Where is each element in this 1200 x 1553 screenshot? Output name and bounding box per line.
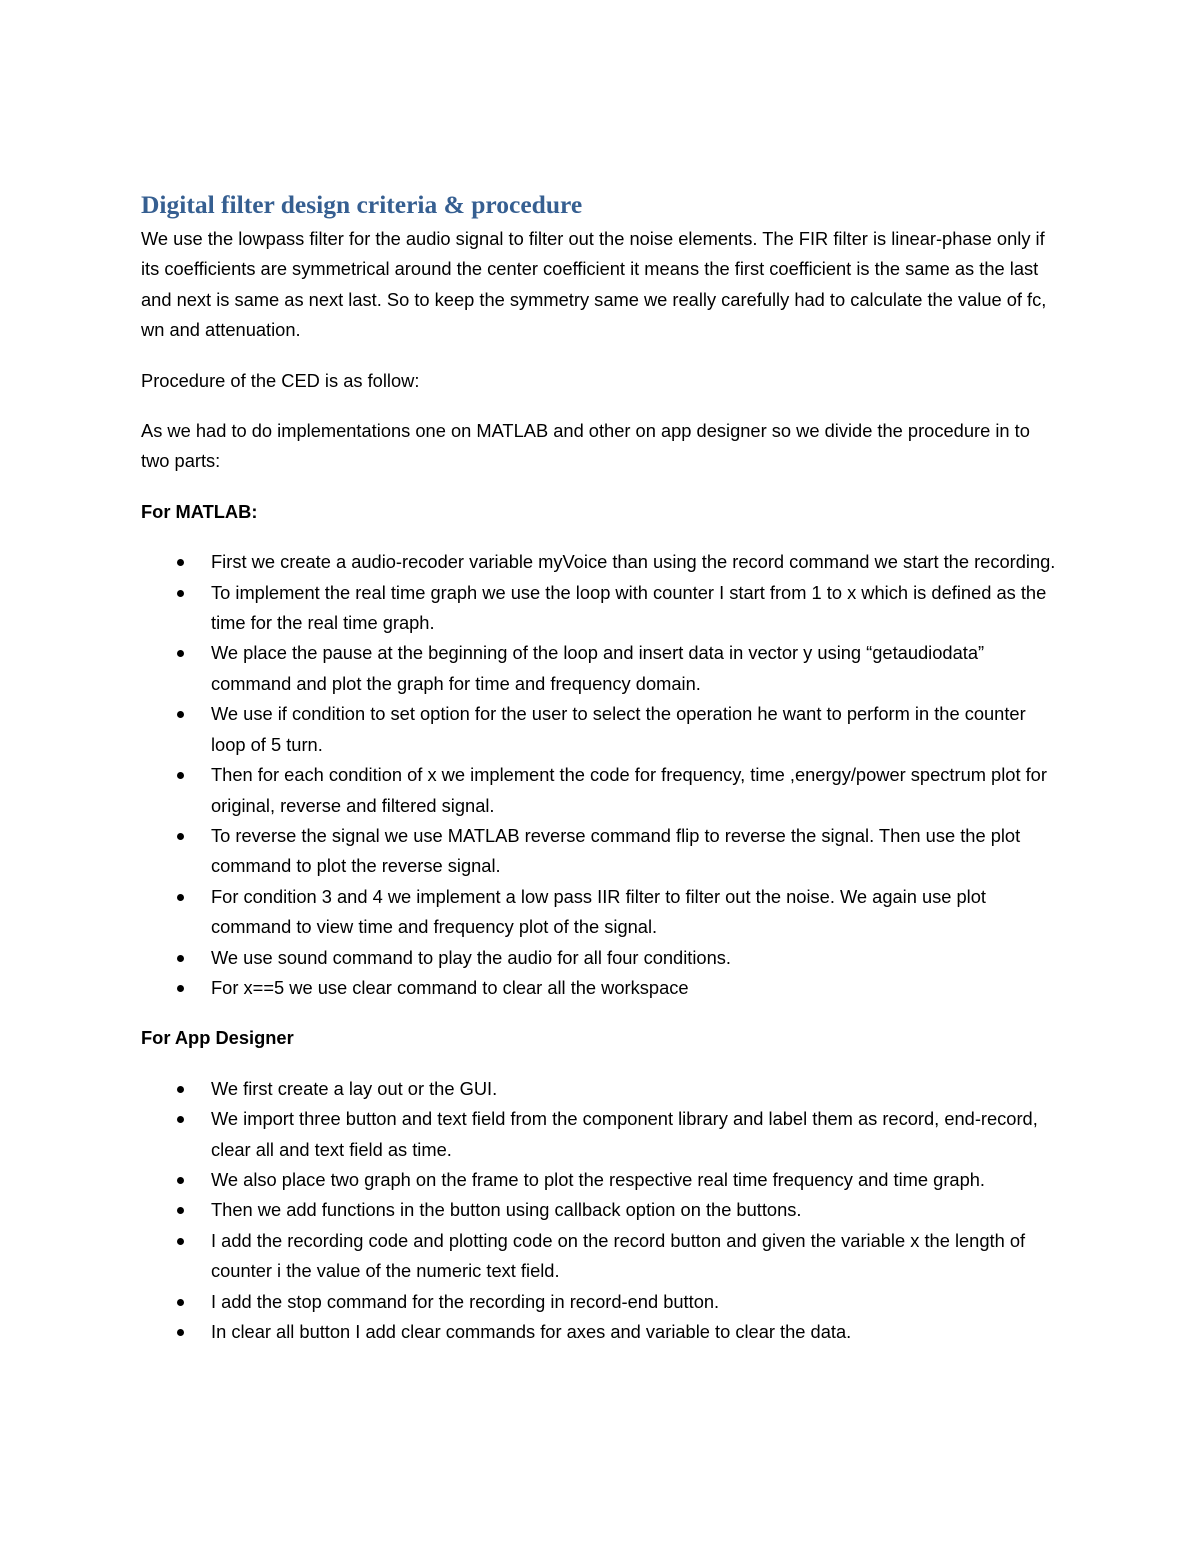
list-item [141,1074,1061,1104]
app-designer-subheading: For App Designer [141,1027,294,1049]
app-designer-bullet-list [141,1074,1061,1348]
list-item-text: Then we add functions in the button using callback option on the buttons. [211,1199,802,1221]
list-item-text: For x==5 we use clear command to clear all the workspace [211,976,689,998]
list-item [141,973,1061,1003]
list-item-text: First we create a audio-recoder variable myVoice than using the record command we start the recording. [211,551,1056,573]
list-item-text: We first create a lay out or the GUI. [211,1077,498,1099]
list-item [141,578,1061,639]
bullet-icon [177,955,184,962]
list-item-text: We use sound command to play the audio for all four conditions. [211,946,731,968]
bullet-icon [177,1329,184,1336]
implementation-paragraph: As we had to do implementations one on MATLAB and other on app designer so we divide the procedure in to two parts: [141,420,1030,472]
list-item-text: We also place two graph on the frame to plot the respective real time frequency and time graph. [211,1168,985,1190]
bullet-icon [177,1177,184,1184]
intro-paragraph: We use the lowpass filter for the audio signal to filter out the noise elements. The FIR filter is linear-phase only if its coefficients are symmetrical around the center coefficient it means the first coefficient is the same as the last and next is same as next last. So to keep the symmetry same we really carefully had to calculate the value of fc, wn and attenuation. [141,228,1047,341]
list-item-text: I add the recording code and plotting code on the record button and given the variable x the length of counter i the value of the numeric text field. [211,1229,1026,1282]
section-heading: Digital filter design criteria & procedure [141,190,583,219]
bullet-icon [177,1207,184,1214]
bullet-icon [177,650,184,657]
list-item [141,1226,1061,1287]
list-item [141,1104,1061,1165]
bullet-icon [177,772,184,779]
matlab-bullet-list [141,547,1061,1003]
list-item-text: For condition 3 and 4 we implement a low pass IIR filter to filter out the noise. We again use plot command to view time and frequency plot of the signal. [211,885,986,938]
list-item [141,547,1061,577]
bullet-icon [177,1299,184,1306]
bullet-icon [177,559,184,566]
list-item [141,943,1061,973]
list-item-text: To implement the real time graph we use the loop with counter I start from 1 to x which is defined as the time for the real time graph. [211,581,1047,634]
list-item [141,760,1061,821]
list-item-text: We place the pause at the beginning of the loop and insert data in vector y using “getaudiodata” command and plot the graph for time and frequency domain. [211,642,985,694]
list-item [141,821,1061,882]
list-item [141,1195,1061,1225]
bullet-icon [177,1238,184,1245]
list-item-text: In clear all button I add clear commands for axes and variable to clear the data. [211,1321,852,1342]
list-item-text: We import three button and text field from the component library and label them as record, end-record, clear all and text field as time. [211,1108,1038,1160]
list-item [141,1165,1061,1195]
bullet-icon [177,985,184,992]
document-body [141,186,1061,1367]
list-item [141,638,1061,699]
list-item [141,699,1061,760]
bullet-icon [177,894,184,901]
list-item [141,882,1061,943]
list-item-text: To reverse the signal we use MATLAB reverse command flip to reverse the signal. Then use the plot command to plot the reverse signal. [211,824,1021,877]
bullet-icon [177,590,184,597]
bullet-icon [177,833,184,840]
matlab-subheading: For MATLAB: [141,500,258,522]
list-item-text: Then for each condition of x we implement the code for frequency, time ,energy/power spectrum plot for original, reverse and filtered signal. [211,764,1047,816]
bullet-icon [177,1116,184,1123]
bullet-icon [177,1086,184,1093]
bullet-icon [177,711,184,718]
procedure-paragraph: Procedure of the CED is as follow: [141,369,420,391]
list-item [141,1287,1061,1317]
list-item-text: We use if condition to set option for the user to select the operation he want to perform in the counter loop of 5 turn. [211,703,1026,755]
list-item [141,1317,1061,1347]
list-item-text: I add the stop command for the recording in record-end button. [211,1290,720,1312]
